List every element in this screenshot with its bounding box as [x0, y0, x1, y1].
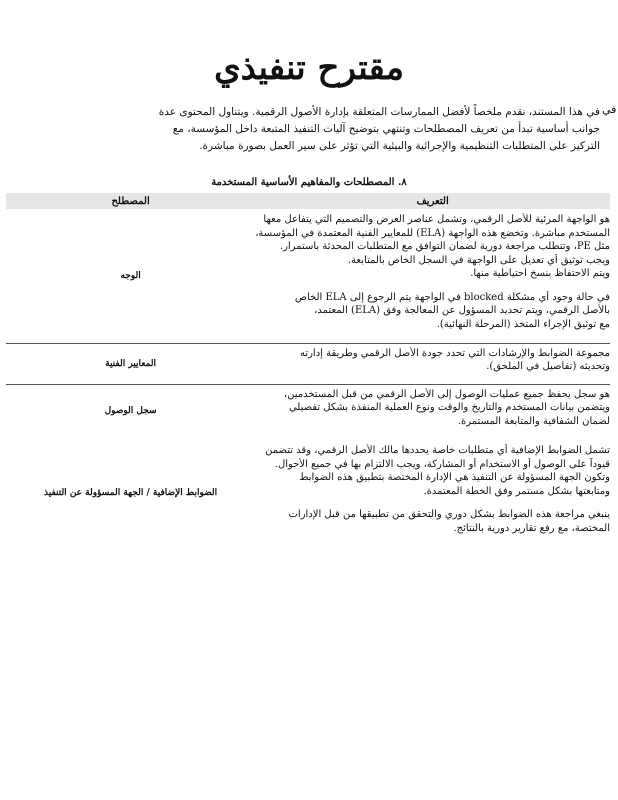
definition-cell — [255, 343, 610, 384]
definition-paragraph — [255, 347, 610, 374]
definition-line: مع توثيق الإجراء المتخذ (المرحلة النهائية). — [436, 318, 610, 330]
term-cell: الوجه — [6, 209, 255, 343]
definition-paragraph — [255, 388, 610, 429]
definition-paragraph — [255, 291, 610, 332]
definition-line: بالأصل الرقمي، ويتم تحديد المسؤول عن المعالجة وفق (ELA) المعتمد، — [314, 305, 610, 317]
term-cell: سجل الوصول — [104, 406, 157, 417]
definition-line: ومتابعتها بشكل مستمر وفق الخطة المعتمدة. — [423, 485, 610, 497]
definition-line: المستخدم مباشرة. وتخضع هذه الواجهة (ELA) للمعايير الفنية المعتمدة في المؤسسة، — [255, 227, 610, 239]
definition-line: وتحديثه (تفاصيل في الملحق). — [486, 361, 610, 372]
definition-line: لضمان الشفافية والمتابعة المستمرة. — [457, 415, 610, 427]
term-cell: الضوابط الإضافية / الجهة المسؤولة عن التنفيذ — [44, 488, 218, 498]
table-header-row — [6, 193, 610, 209]
definition-line: وتكون الجهة المسؤولة عن التنفيذ هي الإدارة المختصة بتطبيق هذه الضوابط — [299, 472, 610, 483]
table-row — [6, 438, 610, 548]
definition-paragraph — [255, 508, 610, 535]
intro-line: التركيز على المتطلبات التنظيمية والإجرائية والبيئية التي تؤثر على سير العمل بصورة مباشرة. — [199, 140, 600, 152]
definition-line: مثل PE، وتتطلب مراجعة دورية لضمان التوافق مع المتطلبات المحدثة باستمرار. — [279, 241, 610, 253]
definition-line: ويتضمن بيانات المستخدم والتاريخ والوقت ونوع العملية المنفذة بشكل تفصيلي — [288, 402, 610, 413]
table-row — [6, 343, 610, 384]
table-title: ٨. المصطلحات والمفاهيم الأساسية المستخدمة — [211, 177, 407, 188]
definition-cell — [255, 209, 610, 343]
document-title: مقترح تنفيذي — [214, 48, 404, 88]
intro-line: في هذا المستند، نقدم ملخصاً لأفضل الممارسات المتعلقة بإدارة الأصول الرقمية. ويتناول المحتوى عدة — [158, 106, 600, 118]
definition-line: ويجب توثيق أي تعديل على الواجهة في السجل الخاص بالمتابعة. — [347, 254, 610, 266]
definition-line: تشمل الضوابط الإضافية أي متطلبات خاصة يحددها مالك الأصل الرقمي، وقد تتضمن — [265, 445, 610, 456]
definition-cell — [255, 384, 610, 438]
definition-line: ويتم الاحتفاظ بنسخ احتياطية منها. — [470, 268, 610, 280]
table-row — [6, 209, 610, 343]
definition-line: المختصة، مع رفع تقارير دورية بالنتائج. — [453, 522, 610, 534]
definition-paragraph — [255, 444, 610, 498]
definition-line: ينبغي مراجعة هذه الضوابط بشكل دوري والتحقق من تطبيقها من قبل الإدارات — [288, 509, 610, 520]
definition-line: في حالة وجود أي مشكلة blocked في الواجهة يتم الرجوع إلى ELA الخاص — [294, 291, 610, 303]
definition-line: قيوداً على الوصول أو الاستخدام أو المشاركة، ويجب الالتزام بها في جميع الأحوال. — [274, 458, 610, 470]
definition-line: هو سجل يحفظ جميع عمليات الوصول إلى الأصل الرقمي من قبل المستخدمين، — [283, 388, 610, 400]
definition-line: هو الواجهة المرئية للأصل الرقمي، وتشمل عناصر العرض والتصميم التي يتفاعل معها — [263, 214, 610, 226]
column-header-term: المصطلح — [6, 193, 255, 209]
column-header-definition: التعريف — [255, 193, 610, 209]
edge-mark: في — [602, 103, 617, 116]
table-row — [6, 384, 610, 438]
definition-paragraph — [255, 213, 610, 281]
terms-table — [6, 193, 610, 548]
term-cell: المعايير الفنية — [6, 343, 255, 384]
intro-line: جوانب أساسية تبدأ من تعريف المصطلحات وتنتهي بتوضيح آليات التنفيذ المتبعة داخل المؤسسة، مع — [172, 123, 600, 135]
intro-paragraph — [100, 104, 600, 155]
definition-line: مجموعة الضوابط والإرشادات التي تحدد جودة الأصل الرقمي وطريقة إدارته — [299, 347, 610, 359]
definition-cell — [255, 438, 610, 548]
